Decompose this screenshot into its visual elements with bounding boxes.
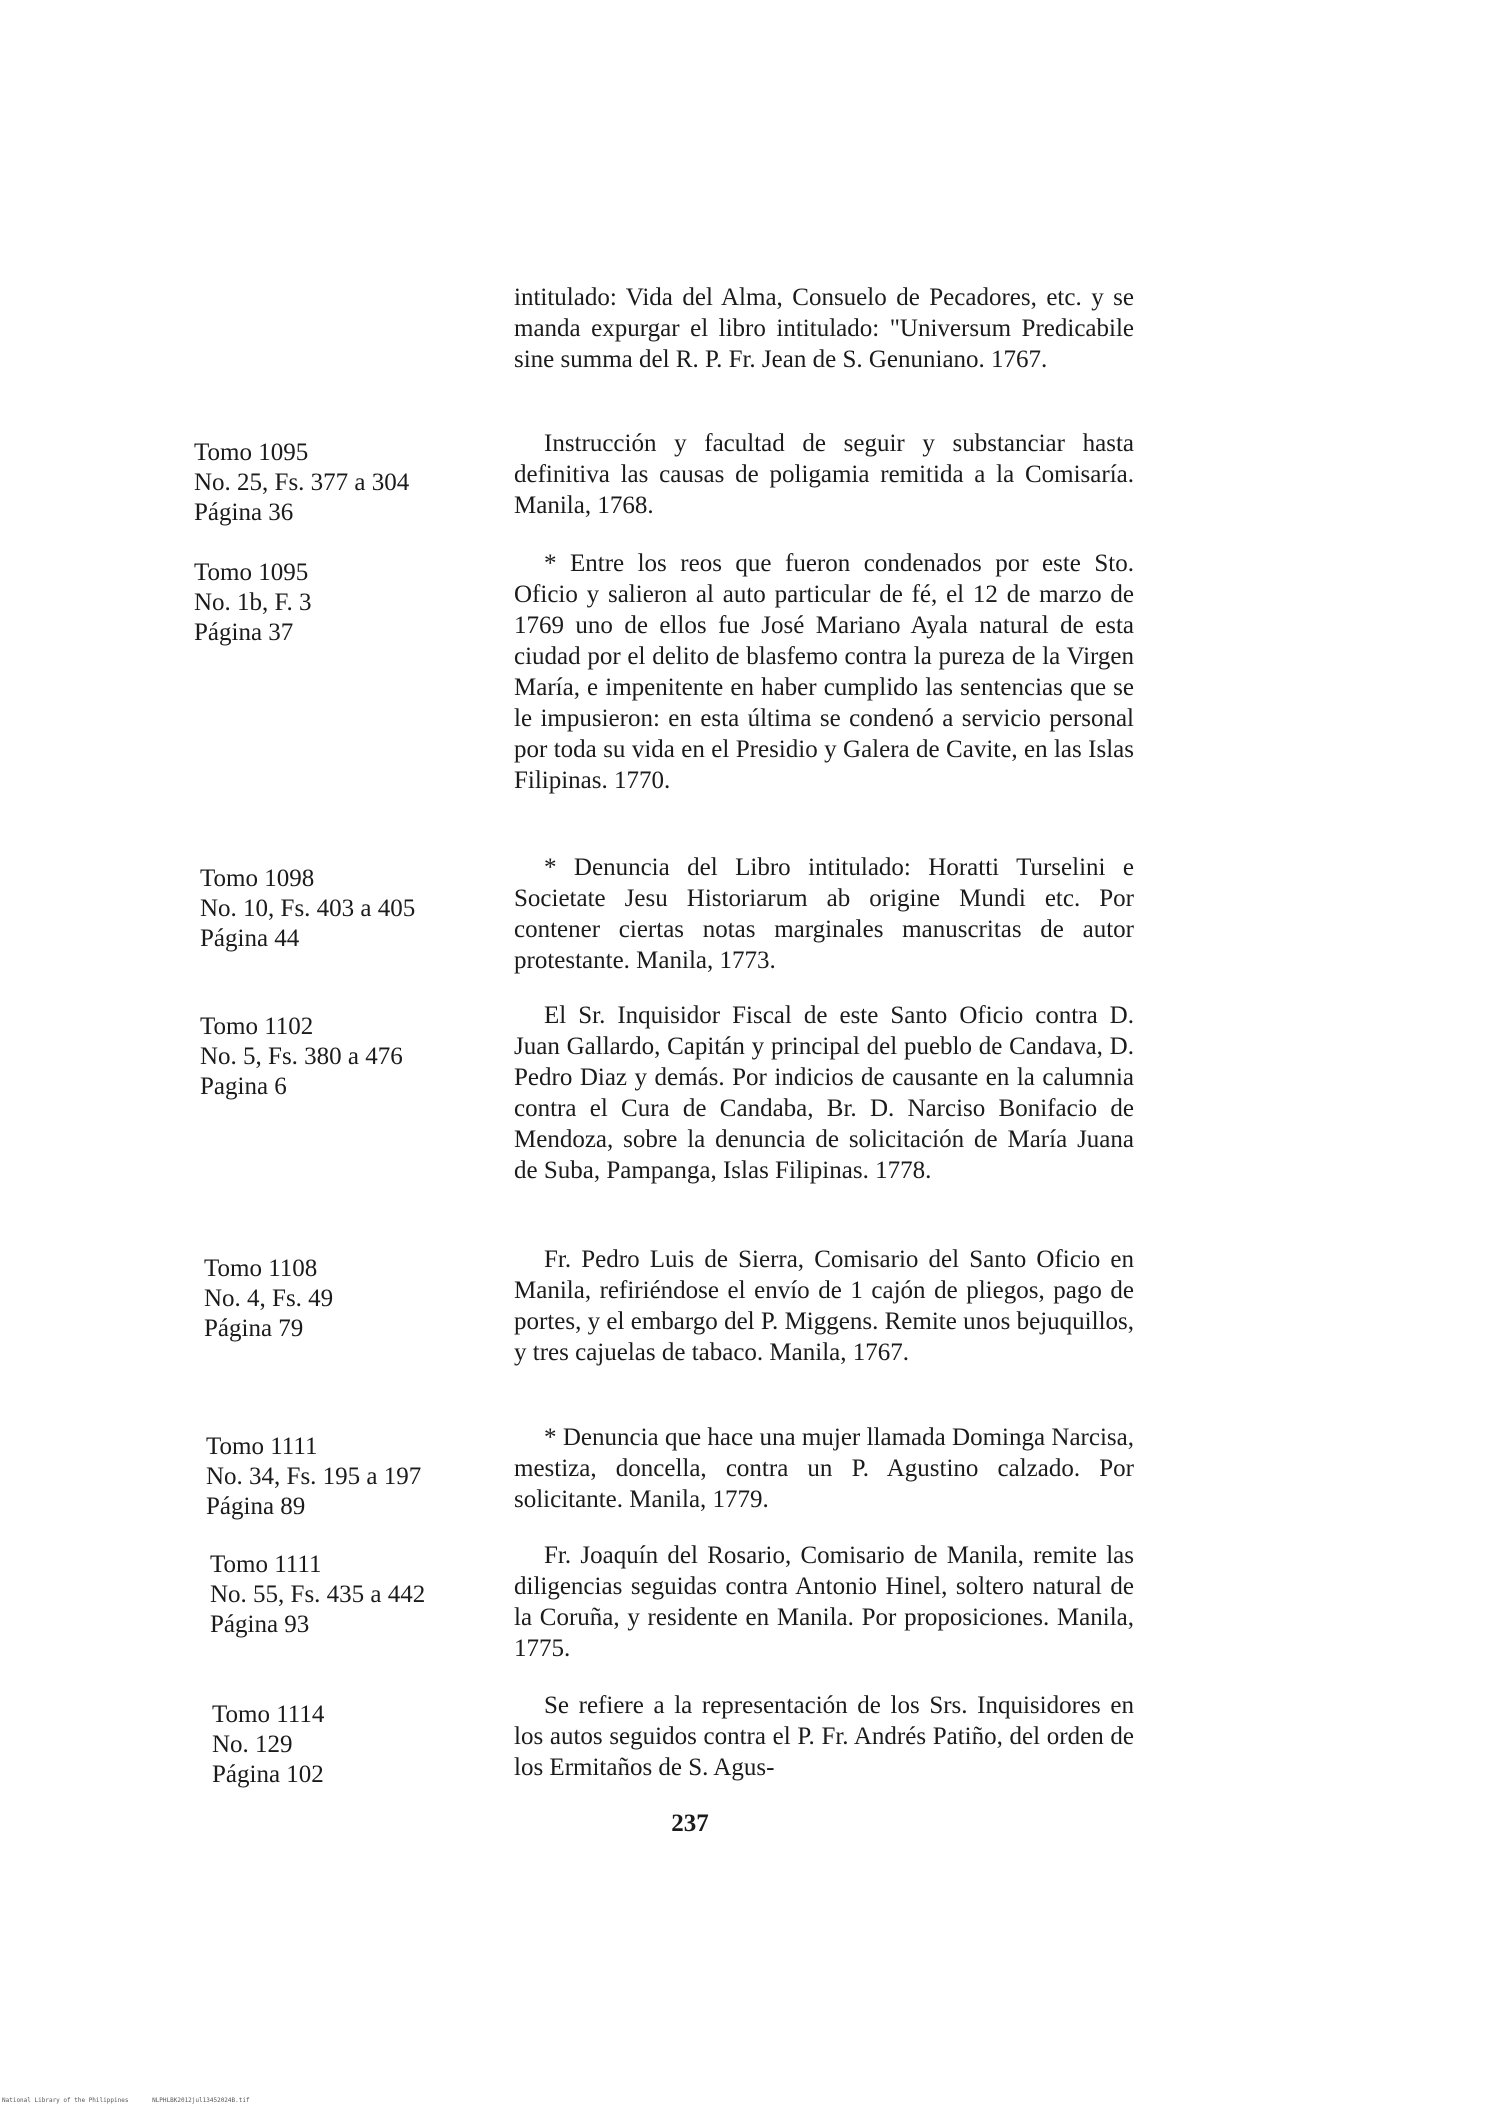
archive-reference: [212, 1700, 324, 1790]
number-folio-label: No. 10, Fs. 403 a 405: [200, 895, 416, 922]
archive-reference: [206, 1432, 421, 1522]
pagina-label: Página 37: [194, 619, 294, 646]
scan-filename: NLPHLBK2012jul13452024B.tif: [152, 2097, 250, 2104]
archive-reference: [210, 1550, 425, 1640]
entry-text: * Denuncia que hace una mujer llamada Dominga Narcisa, mestiza, doncella, contra un P. Agustino calzado. Por solicitante. Manila, 1779.: [514, 1424, 1134, 1513]
number-folio-label: No. 34, Fs. 195 a 197: [206, 1463, 422, 1490]
scan-footer: [2, 2097, 270, 2104]
library-credit: National Library of the Philippines: [2, 2097, 129, 2104]
entry-text: Fr. Joaquín del Rosario, Comisario de Manila, remite las diligencias seguidas contra Antonio Hinel, soltero natural de la Coruña, y residente en Manila. Por proposiciones. Manila, 1775.: [514, 1542, 1134, 1662]
number-folio-label: No. 4, Fs. 49: [204, 1285, 334, 1312]
tomo-label: Tomo 1114: [212, 1701, 325, 1728]
archive-reference: [200, 1012, 403, 1102]
pagina-label: Página 36: [194, 499, 294, 526]
tomo-label: Tomo 1111: [210, 1551, 322, 1578]
number-folio-label: No. 25, Fs. 377 a 304: [194, 469, 410, 496]
pagina-label: Página 79: [204, 1315, 304, 1342]
tomo-label: Tomo 1095: [194, 439, 309, 466]
tomo-label: Tomo 1108: [204, 1255, 318, 1282]
tomo-label: Tomo 1095: [194, 559, 309, 586]
entry-text: Fr. Pedro Luis de Sierra, Comisario del Santo Oficio en Manila, refiriéndose el envío de 1 cajón de pliegos, pago de portes, y el embargo del P. Miggens. Remite unos bejuquillos, y tres cajuelas de tabaco. Manila, 1767.: [514, 1246, 1134, 1366]
archive-reference: [194, 558, 311, 648]
tomo-label: Tomo 1098: [200, 865, 315, 892]
entry-text: Instrucción y facultad de seguir y substanciar hasta definitiva las causas de poligamia remitida a la Comisaría. Manila, 1768.: [514, 430, 1134, 519]
entry-text: * Entre los reos que fueron condenados por este Sto. Oficio y salieron al auto particular de fé, el 12 de marzo de 1769 uno de ellos fue José Mariano Ayala natural de esta ciudad por el delito de blasfemo contra la pureza de la Virgen María, e impenitente en haber cumplido las sentencias que se le impusieron: en esta última se condenó a servicio personal por toda su vida en el Presidio y Galera de Cavite, en las Islas Filipinas. 1770.: [514, 550, 1134, 794]
archive-reference: [204, 1254, 333, 1344]
tomo-label: Tomo 1102: [200, 1013, 314, 1040]
pagina-label: Página 93: [210, 1611, 310, 1638]
entry-text: * Denuncia del Libro intitulado: Horatti Turselini e Societate Jesu Historiarum ab origine Mundi etc. Por contener ciertas notas marginales manuscritas de autor protestante. Manila, 1773.: [514, 854, 1134, 974]
number-folio-label: No. 1b, F. 3: [194, 589, 312, 616]
number-folio-label: No. 55, Fs. 435 a 442: [210, 1581, 426, 1608]
number-folio-label: No. 5, Fs. 380 a 476: [200, 1043, 403, 1070]
page-number: 237: [671, 1810, 709, 1837]
pagina-label: Pagina 6: [200, 1073, 287, 1100]
entry-text: Se refiere a la representación de los Srs. Inquisidores en los autos seguidos contra el P. Fr. Andrés Patiño, del orden de los Ermitaños de S. Agus-: [514, 1692, 1134, 1781]
pagina-label: Página 44: [200, 925, 300, 952]
entry-text: intitulado: Vida del Alma, Consuelo de Pecadores, etc. y se manda expurgar el libro intitulado: "Universum Predicabile sine summa del R. P. Fr. Jean de S. Genuniano. 1767.: [514, 284, 1134, 373]
pagina-label: Página 102: [212, 1761, 324, 1788]
entry-text: El Sr. Inquisidor Fiscal de este Santo Oficio contra D. Juan Gallardo, Capitán y principal del pueblo de Candava, D. Pedro Diaz y demás. Por indicios de causante en la calumnia contra el Cura de Candaba, Br. D. Narciso Bonifacio de Mendoza, sobre la denuncia de solicitación de María Juana de Suba, Pampanga, Islas Filipinas. 1778.: [514, 1002, 1134, 1184]
number-folio-label: No. 129: [212, 1731, 293, 1758]
tomo-label: Tomo 1111: [206, 1433, 318, 1460]
pagina-label: Página 89: [206, 1493, 306, 1520]
archive-reference: [194, 438, 409, 528]
archive-reference: [200, 864, 415, 954]
